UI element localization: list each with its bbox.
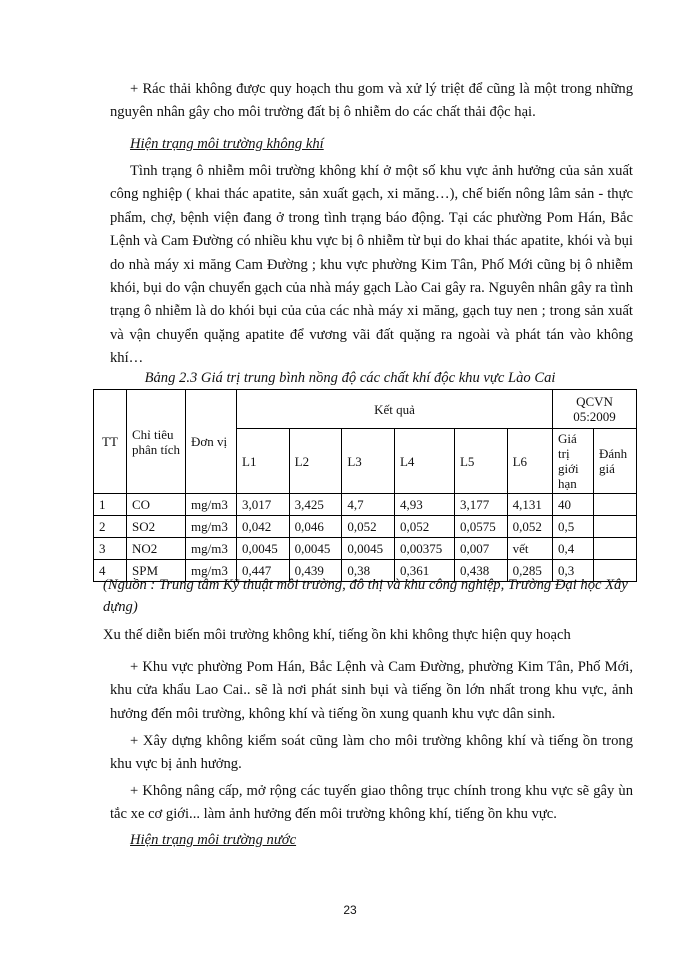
cell-l1: 0,042 bbox=[237, 516, 290, 538]
cell-eval bbox=[594, 494, 637, 516]
header-l6: L6 bbox=[507, 429, 552, 494]
header-qcvn: QCVN 05:2009 bbox=[553, 390, 637, 429]
header-limit: Giá trị giới hạn bbox=[553, 429, 594, 494]
cell-tt: 1 bbox=[94, 494, 127, 516]
header-l1: L1 bbox=[237, 429, 290, 494]
cell-eval bbox=[594, 538, 637, 560]
cell-l4: 0,00375 bbox=[394, 538, 454, 560]
paragraph-solid-waste: + Rác thải không được quy hoạch thu gom và xử lý triệt để cũng là một trong những nguyên nhân gây cho môi trường đất bị ô nhiễm do các chất thải độc hại. bbox=[110, 81, 633, 121]
cell-limit: 0,4 bbox=[553, 538, 594, 560]
cell-l5: 0,007 bbox=[454, 538, 507, 560]
paragraph-bullet-construction: + Xây dựng không kiểm soát cũng làm cho môi trường không khí và tiếng ồn trong khu vực bị ảnh hưởng. bbox=[110, 733, 633, 773]
cell-l5: 0,0575 bbox=[454, 516, 507, 538]
cell-l3: 0,38 bbox=[342, 560, 395, 582]
paragraph-bullet-areas: + Khu vực phường Pom Hán, Bắc Lệnh và Cam Đường, phường Kim Tân, Phố Mới, khu cửa khẩu Lao Cai.. sẽ là nơi phát sinh bụi và tiếng ồn lớn nhất trong khu vực, ảnh hưởng đến môi trường, không khí và tiếng ồn xung quanh khu vực dân sinh. bbox=[110, 659, 633, 722]
cell-l6: vết bbox=[507, 538, 552, 560]
cell-l2: 0,0045 bbox=[289, 538, 342, 560]
cell-l4: 4,93 bbox=[394, 494, 454, 516]
cell-l3: 4,7 bbox=[342, 494, 395, 516]
heading-air-environment: Hiện trạng môi trường không khí bbox=[130, 136, 324, 152]
cell-limit: 0,5 bbox=[553, 516, 594, 538]
paragraph-bullet-traffic: + Không nâng cấp, mở rộng các tuyến giao thông trục chính trong khu vực sẽ gây ùn tắc xe cơ giới... làm ảnh hưởng đến môi trường không khí, tiếng ồn khu vực. bbox=[110, 783, 633, 823]
cell-limit: 40 bbox=[553, 494, 594, 516]
header-indicator: Chỉ tiêu phân tích bbox=[127, 390, 186, 494]
cell-tt: 3 bbox=[94, 538, 127, 560]
header-l4: L4 bbox=[394, 429, 454, 494]
paragraph-trend: Xu thế diễn biến môi trường không khí, tiếng ồn khi không thực hiện quy hoạch bbox=[103, 627, 571, 643]
cell-l6: 4,131 bbox=[507, 494, 552, 516]
page-number: 23 bbox=[343, 903, 357, 917]
header-unit: Đơn vị bbox=[186, 390, 237, 494]
cell-unit: mg/m3 bbox=[186, 560, 237, 582]
header-l5: L5 bbox=[454, 429, 507, 494]
gas-concentration-table bbox=[93, 389, 637, 582]
cell-eval bbox=[594, 516, 637, 538]
table-source-note: (Nguồn : Trung tâm Kỹ thuật môi trường, đô thị và khu công nghiệp, Trường Đại học Xây dựng) bbox=[103, 577, 628, 615]
cell-l5: 0,438 bbox=[454, 560, 507, 582]
table-header-row bbox=[94, 390, 637, 429]
table-caption: Bảng 2.3 Giá trị trung bình nồng độ các chất khí độc khu vực Lào Cai bbox=[144, 370, 556, 386]
cell-unit: mg/m3 bbox=[186, 538, 237, 560]
cell-name: NO2 bbox=[127, 538, 186, 560]
cell-l4: 0,361 bbox=[394, 560, 454, 582]
cell-l1: 3,017 bbox=[237, 494, 290, 516]
header-l2: L2 bbox=[289, 429, 342, 494]
cell-name: SO2 bbox=[127, 516, 186, 538]
cell-tt: 4 bbox=[94, 560, 127, 582]
table-row bbox=[94, 516, 637, 538]
cell-l4: 0,052 bbox=[394, 516, 454, 538]
cell-unit: mg/m3 bbox=[186, 516, 237, 538]
cell-l2: 0,046 bbox=[289, 516, 342, 538]
cell-name: CO bbox=[127, 494, 186, 516]
cell-unit: mg/m3 bbox=[186, 494, 237, 516]
cell-l1: 0,447 bbox=[237, 560, 290, 582]
paragraph-air-pollution: Tình trạng ô nhiễm môi trường không khí ở một số khu vực ảnh hưởng của sản xuất công nghiệp ( khai thác apatite, sản xuất gạch, xi măng…), chế biến nông lâm sản - thực phẩm, chợ, bệnh viện đang ở trong tình trạng báo động. Tại các phường Pom Hán, Bắc Lệnh và Cam Đường có nhiều khu vực bị ô nhiễm từ bụi do khai thác apatite, khói và bụi do nhà máy xi măng Cam Đường ; khu vực phường Kim Tân, Phố Mới cũng bị ô nhiễm khói, bụi do vận chuyển gạch của nhà máy gạch Lào Cai gây ra. Nguyên nhân gây ra tình trạng ô nhiễm là do khói bụi của của các nhà máy xi măng, gạch tuy nen ; trong sản xuất và vận chuyển quặng apatite để vương vãi đất quặng ra ngoài và phát tán vào không khí… bbox=[110, 163, 633, 367]
header-eval: Đánh giá bbox=[594, 429, 637, 494]
cell-l3: 0,0045 bbox=[342, 538, 395, 560]
header-l3: L3 bbox=[342, 429, 395, 494]
cell-l1: 0,0045 bbox=[237, 538, 290, 560]
cell-l6: 0,052 bbox=[507, 516, 552, 538]
cell-name: SPM bbox=[127, 560, 186, 582]
table-row bbox=[94, 538, 637, 560]
cell-limit: 0,3 bbox=[553, 560, 594, 582]
cell-l3: 0,052 bbox=[342, 516, 395, 538]
table-row bbox=[94, 494, 637, 516]
cell-l6: 0,285 bbox=[507, 560, 552, 582]
header-tt: TT bbox=[94, 390, 127, 494]
cell-l2: 0,439 bbox=[289, 560, 342, 582]
header-result: Kết quả bbox=[237, 390, 553, 429]
cell-tt: 2 bbox=[94, 516, 127, 538]
heading-water-environment: Hiện trạng môi trường nước bbox=[130, 832, 297, 848]
cell-l5: 3,177 bbox=[454, 494, 507, 516]
cell-l2: 3,425 bbox=[289, 494, 342, 516]
